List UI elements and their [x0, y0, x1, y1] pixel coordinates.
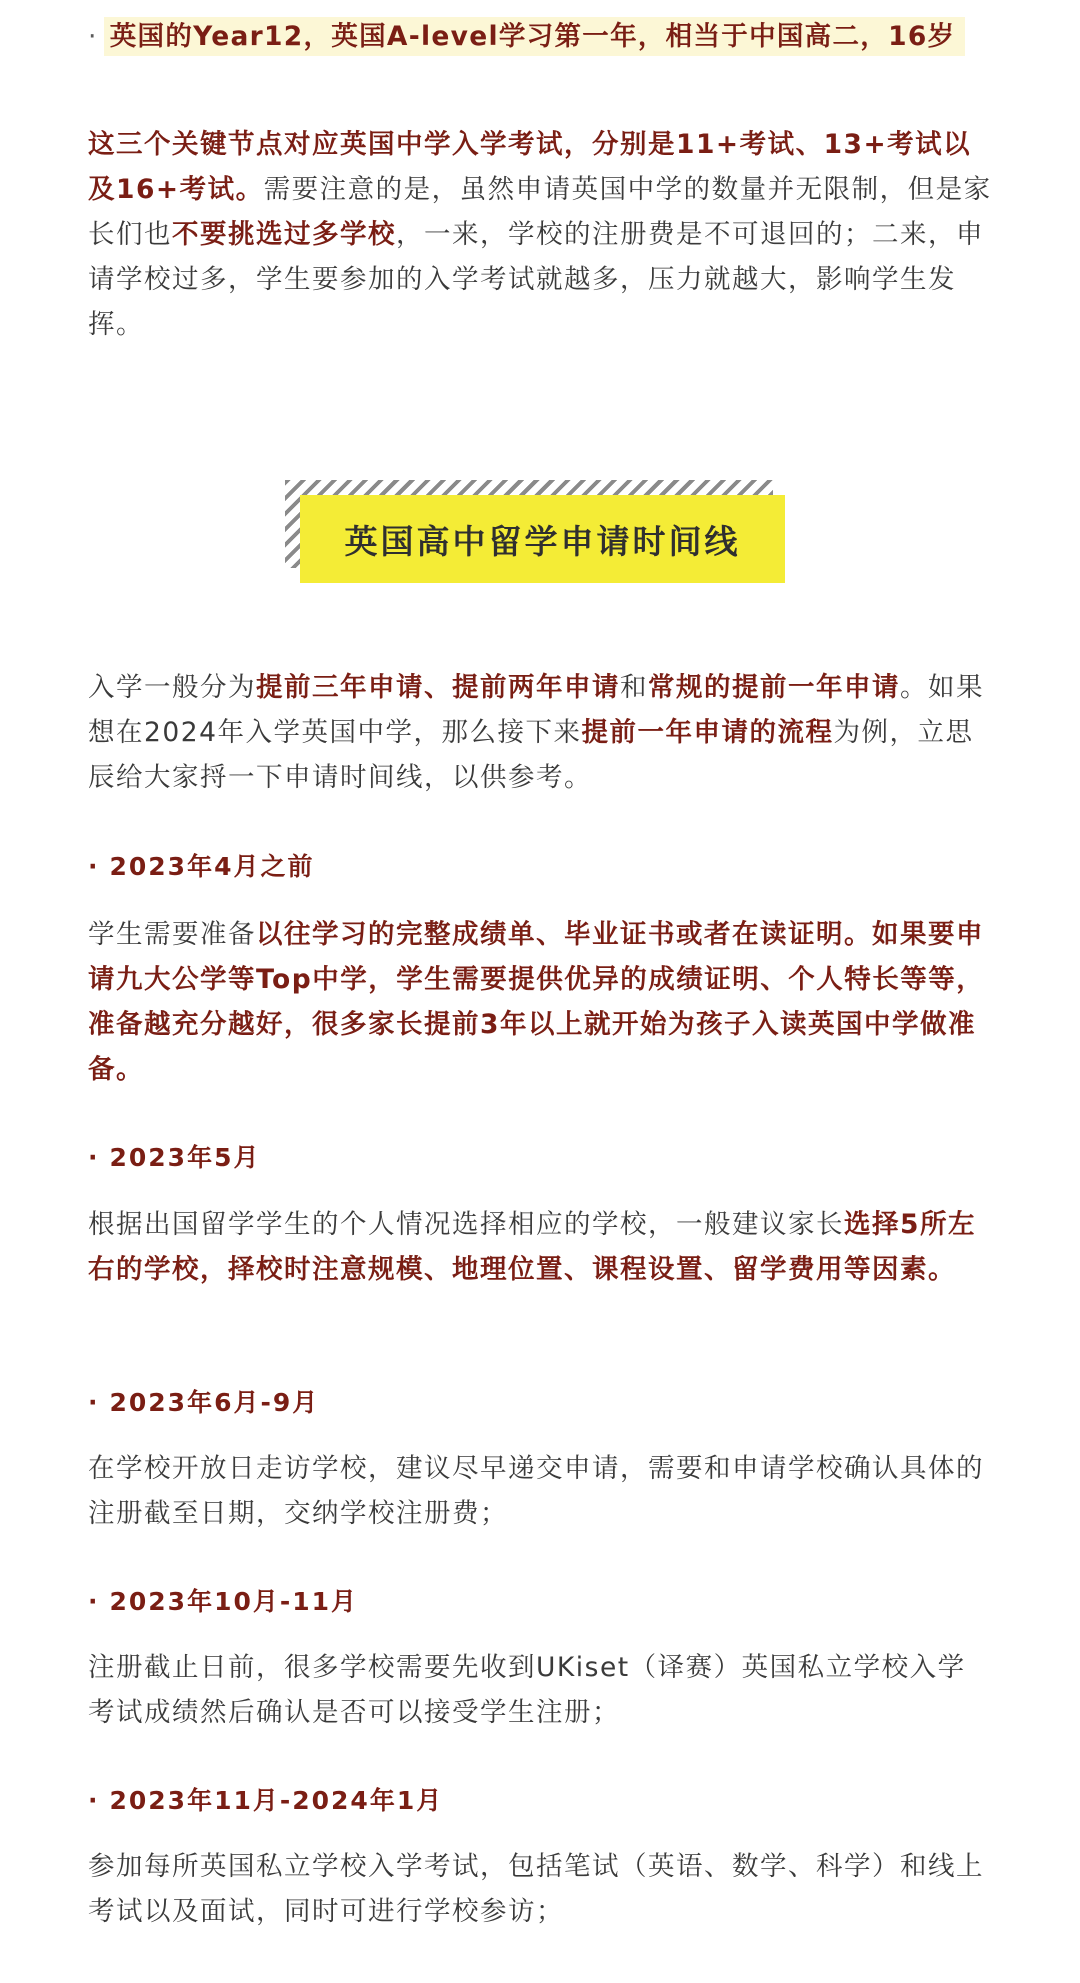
section-heading-nov-jan — [88, 1781, 443, 1821]
section-text: 根据出国留学学生的个人情况选择相应的学校，一般建议家长 — [88, 1209, 844, 1240]
section-body-apr — [88, 912, 992, 1092]
intro-paragraph — [88, 665, 992, 800]
bullet-dot: · — [88, 852, 100, 881]
bullet-dot: · — [88, 1388, 100, 1417]
section-body-text — [88, 912, 992, 1092]
intro-text-1: 入学一般分为 — [88, 672, 256, 703]
section-body-nov-jan — [88, 1844, 992, 1934]
section-heading-text: 2023年4月之前 — [109, 852, 315, 881]
exam-paragraph-text — [88, 122, 992, 347]
section-heading-text: 2023年10月-11月 — [109, 1587, 359, 1616]
bullet-dot: · — [88, 1786, 100, 1815]
age-note-line — [88, 14, 965, 60]
section-heading-may — [88, 1138, 260, 1178]
age-note-text: 英国的Year12，英国A-level学习第一年，相当于中国高二，16岁 — [104, 17, 966, 56]
bullet-dot: · — [88, 1143, 100, 1172]
section-body-jun-sep — [88, 1446, 992, 1536]
intro-text-2: 和 — [620, 672, 648, 703]
exam-paragraph — [88, 122, 992, 347]
intro-highlight-1: 提前三年申请、提前两年申请 — [256, 672, 620, 703]
section-body-text — [88, 1844, 992, 1934]
section-heading-text: 2023年5月 — [109, 1143, 261, 1172]
section-body-text — [88, 1202, 992, 1292]
intro-highlight-3: 提前一年申请的流程 — [581, 717, 834, 748]
section-heading-oct-nov — [88, 1582, 358, 1622]
section-heading-jun-sep — [88, 1383, 319, 1423]
section-body-may — [88, 1202, 992, 1292]
section-text: 参加每所英国私立学校入学考试，包括笔试（英语、数学、科学）和线上考试以及面试，同时可进行学校参访； — [88, 1851, 984, 1927]
section-text: 在学校开放日走访学校，建议尽早递交申请，需要和申请学校确认具体的注册截至日期，交纳学校注册费； — [88, 1453, 984, 1529]
intro-text-4: 为例，立思辰给大家捋一下申请时间线，以供参考。 — [88, 717, 974, 793]
section-heading-text: 2023年6月-9月 — [109, 1388, 320, 1417]
section-heading-text: 2023年11月-2024年1月 — [109, 1786, 444, 1815]
section-body-text — [88, 1645, 992, 1735]
intro-paragraph-text — [88, 665, 992, 800]
bullet-dot: · — [88, 1587, 100, 1616]
section-text: 注册截止日前，很多学校需要先收到UKiset（译赛）英国私立学校入学考试成绩然后确认是否可以接受学生注册； — [88, 1652, 966, 1728]
section-highlight: 以往学习的完整成绩单、毕业证书或者在读证明。如果要申请九大公学等Top中学，学生需要提供优异的成绩证明、个人特长等等，准备越充分越好，很多家长提前3年以上就开始为孩子入读英国中学做准备。 — [88, 919, 985, 1085]
section-highlight: 选择5所左右的学校，择校时注意规模、地理位置、课程设置、留学费用等因素。 — [88, 1209, 976, 1285]
section-text: 学生需要准备 — [88, 919, 256, 950]
section-body-oct-nov — [88, 1645, 992, 1735]
section-heading-apr — [88, 847, 314, 887]
banner-title: 英国高中留学申请时间线 — [300, 495, 785, 583]
exam-names-highlight: 这三个关键节点对应英国中学入学考试，分别是11+考试、13+考试以及16+考试。 — [88, 129, 972, 205]
notice-text: 需要注意的是，虽然申请英国中学的数量并无限制，但是家长们也 — [88, 174, 992, 250]
bullet-dot: · — [88, 21, 98, 52]
section-body-text — [88, 1446, 992, 1536]
intro-text-3: 。如果想在2024年入学英国中学，那么接下来 — [88, 672, 984, 748]
notice-text-2: ，一来，学校的注册费是不可退回的；二来，申请学校过多，学生要参加的入学考试就越多，压力就越大，影响学生发挥。 — [88, 219, 984, 340]
timeline-banner — [285, 480, 785, 585]
intro-highlight-2: 常规的提前一年申请 — [648, 672, 900, 703]
notice-highlight: 不要挑选过多学校 — [172, 219, 396, 250]
